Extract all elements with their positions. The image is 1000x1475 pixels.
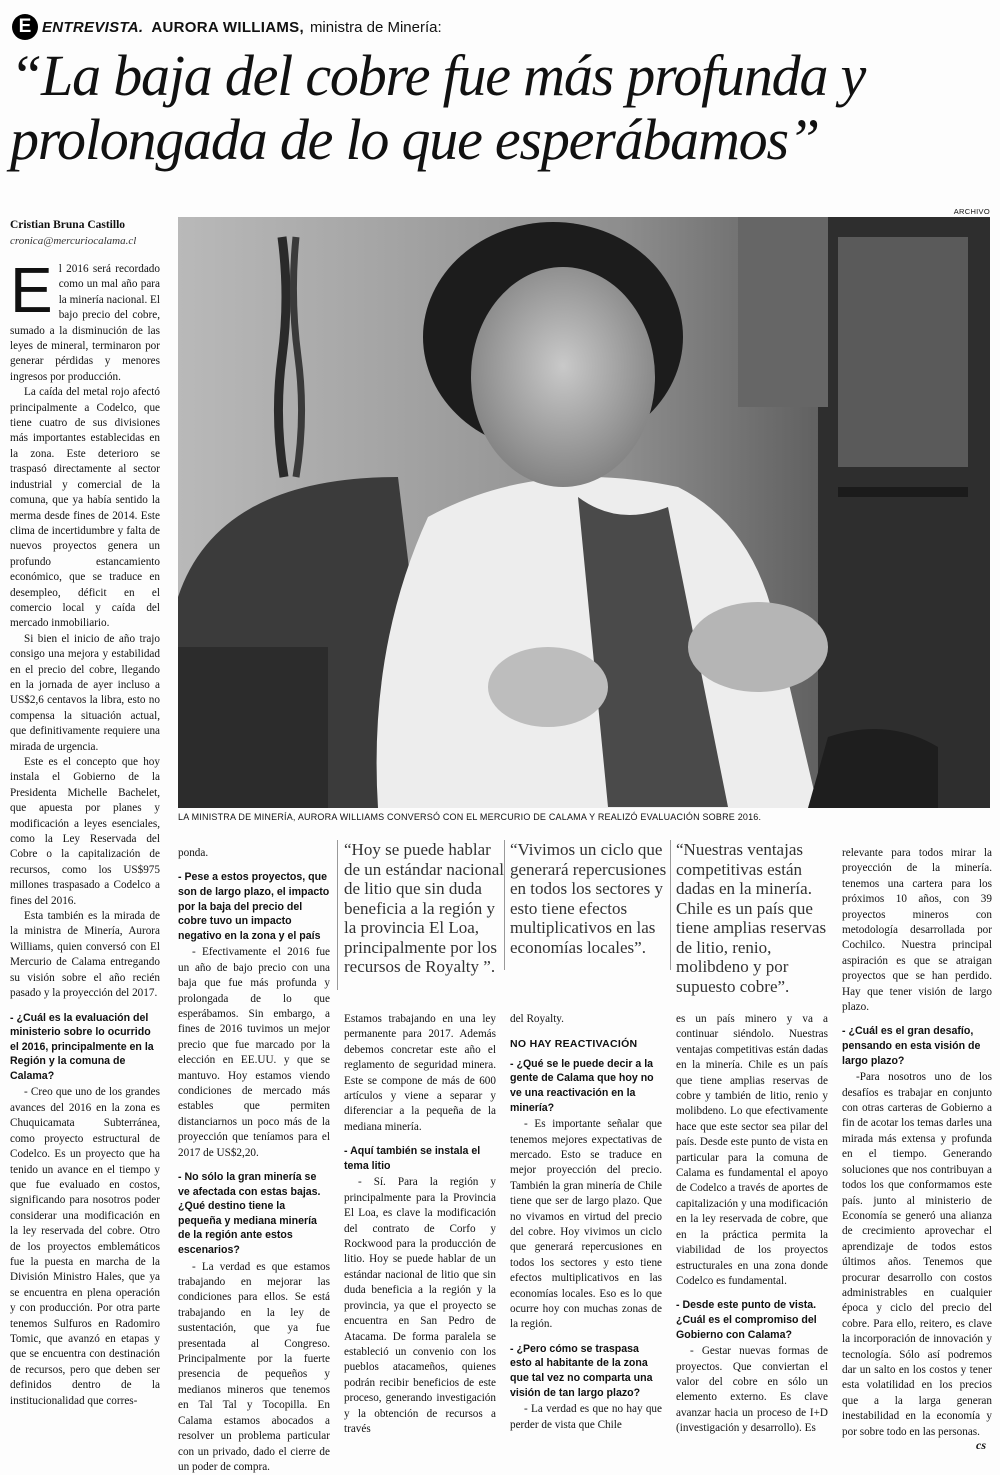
photo-credit: ARCHIVO [953, 207, 990, 216]
article-column-3 [344, 1012, 496, 1437]
column-divider [504, 840, 505, 970]
section-subheading: NO HAY REACTIVACIÓN [510, 1038, 638, 1051]
end-mark: cs [976, 1438, 986, 1452]
byline-author: Cristian Bruna Castillo [10, 219, 126, 231]
paragraph: del Royalty. [510, 1013, 564, 1025]
paragraph: - La verdad es que estamos trabajando en mejorar las condiciones para ellos. Se está trabajando en la ley de sustentación, que ya fue presentada al Congreso. Principalmente por la fuerte presencia de pequeños y medianos mineros que tenemos en Tal Tal y Tocopilla. En Calama estamos abocados a resolver un problema particular con un privado, dado el cierre de un poder de compra. [178, 1260, 330, 1473]
paragraph: Este es el concepto que hoy instala el Gobierno de la Presidenta Michelle Bachelet, que apuesta por planes y modificación a leyes esenciales, como la Ley Reservada del Cobre o la capitalización de recursos, como los US$975 millones traspasado a Codelco a fines del 2016. [10, 756, 160, 907]
pull-quote-3: “Nuestras ventajas competitivas están dadas en la minería. Chile es un país que tiene amplias reservas de litio, renio, molibdeno y por supuesto cobre”. [676, 840, 827, 996]
interview-question: - ¿Cuál es la evaluación del ministerio sobre lo ocurrido el 2016, principalmente en la Región y la comuna de Calama? [10, 1011, 154, 1082]
interviewee-role: ministra de Minería: [309, 18, 442, 36]
photo-caption: LA MINISTRA DE MINERÍA, AURORA WILLIAMS CONVERSÓ CON EL MERCURIO DE CALAMA Y REALIZÓ EVALUACIÓN SOBRE 2016. [178, 812, 762, 822]
paragraph: Esta también es la mirada de la ministra de Minería, Aurora Williams, quien conversó con El Mercurio de Calama entregando su visión sobre el año recién pasado y la proyección del 2017. [10, 910, 160, 1000]
pull-quote-2: “Vivimos un ciclo que generará repercusiones en todos los sectores y esto tiene efectos multiplicativos en las economías locales”. [510, 840, 667, 957]
paragraph: - Creo que uno de los grandes avances del 2016 en la zona es Chuquicamata Subterránea, como proyecto estructural de Codelco. Es un proyecto que ha tenido un avance en el tiempo y que fue evaluado en costos, significando para nosotros poder considerar una modificación en la ley reservada del cobre. Otro de los proyectos emblemáticos fue la puesta en marcha de la División Ministro Hales, que ya se encuentra en plena operación y con producción. Por otra parte tenemos Sulfuros en Radomiro Tomic, que avanzó en etapas y que se encuentra con destinación de recursos, pero que deben ser definidos dentro de la institucionalidad que corres- [10, 1086, 160, 1407]
article-column-2 [178, 846, 330, 1475]
paragraph: ponda. [178, 847, 209, 859]
article-column-6 [842, 846, 992, 1440]
interviewee-name: AURORA WILLIAMS, [151, 18, 304, 36]
interview-question: - No sólo la gran minería se ve afectada con estas bajas. ¿Qué destino tiene la pequeña y mediana minería de la región ante estos escenarios? [178, 1171, 321, 1257]
paragraph: - Es importante señalar que tenemos mejores expectativas de mercado. Esto se traduce en mejor proyección del precio. También la gran minería de Chile tiene que ser de largo plazo. Que no vivamos en virtud del precio del cobre. Hoy vivimos un ciclo que generará repercusiones en todos los sectores y esto tiene efectos multiplicativos en las economías locales. Eso es lo que ocurre hoy con muchas zonas de la región. [510, 1118, 662, 1331]
paragraph: La caída del metal rojo afectó principalmente a Codelco, que tiene cuatro de sus divisiones más importantes establecidas en la zona. Este deterioro se traspasó directamente al sector industrial y comercial de la comuna, que ya había sentido la merma desde fines de 2014. Este clima de incertidumbre y falta de nuevos proyectos genera un profundo estancamiento económico, que se traduce en desempleo, déficit en el comercio local y caída del mercado inmobiliario. [10, 386, 160, 630]
paragraph: -Para nosotros uno de los desafíos es trabajar en conjunto con otras carteras de Gobierno a fin de acotar los temas darles una mirada más extensa y profunda en el tiempo. Generando soluciones que nos contribuyan a todos los que conformamos este país. junto al ministerio de Economía se generó una alianza de crecimiento aprovechar el aprendizaje de todos estos últimos años. Tenemos que procurar desarrollo con costos administrables en cualquier época y ciclo del precio del cobre. Para ello, reitero, es clave la incorporación de innovación y tecnología. Sólo así podremos dar un salto en los costos y tener esta volatilidad en los precios que a la larga generan inestabilidad en la economía y por sobre todo en las personas. [842, 1071, 992, 1438]
drop-cap: E [10, 254, 53, 326]
section-label: ENTREVISTA. [42, 18, 144, 36]
paragraph: - La verdad es que no hay que perder de vista que Chile [510, 1403, 662, 1431]
pull-quote-1: “Hoy se puede hablar de un estándar nacional de litio que sin duda beneficia a la región y la provincia El Loa, principalmente por los recursos de Royalty ”. [344, 840, 505, 976]
paragraph: - Efectivamente el 2016 fue un año de bajo precio con una baja que fue más profunda y prolongada de lo que esperábamos. Sin embargo, a fines de 2016 tuvimos un mejor precio que fue marcado por la elección en EE.UU. y que se mantuvo. Hoy estamos viendo condiciones de mercado más estables que permiten distanciarnos un poco más de la proyección que teníamos para el 2017 de US$2,20. [178, 946, 330, 1159]
paragraph: l 2016 será recordado como un mal año para la minería nacional. El bajo precio del cobre, sumado a la disminución de las leyes de mineral, terminaron por generar pérdidas y menores ingresos por producción. [10, 263, 160, 383]
kicker [12, 12, 442, 42]
interview-question: - ¿Pero cómo se traspasa esto al habitante de la zona que tal vez no comparta una visión de tan largo plazo? [510, 1342, 653, 1399]
paragraph: Si bien el inicio de año trajo consigo una mejora y estabilidad en el precio del cobre, llegando en la jornada de ayer incluso a US$2,6 centavos la libra, esto no compensa la situación actual, que definitivamente requiere una mirada de urgencia. [10, 632, 160, 753]
column-divider [670, 840, 671, 970]
headline: “La baja del cobre fue más profunda y prolongada de lo que esperábamos” [10, 43, 866, 172]
section-badge: E [12, 14, 38, 40]
paragraph: - Gestar nuevas formas de proyectos. Que conviertan el valor del cobre en sólo un elemento externo. Es clave avanzar hacia un proceso de I+D (investigación y desarrollo). Es [676, 1345, 828, 1435]
interview-question: - ¿Cuál es el gran desafío, pensando en esta visión de largo plazo? [842, 1025, 981, 1067]
interview-question: - Aquí también se instala el tema litio [344, 1145, 481, 1172]
paragraph: Estamos trabajando en una ley permanente para 2017. Además debemos concretar este año el reglamento de seguridad minera. Este se compone de más de 600 artículos y viene a separar y diferenciar a la pequeña de la mediana minería. [344, 1013, 496, 1133]
article-column-4 [510, 1012, 662, 1433]
interview-question: - Desde este punto de vista. ¿Cuál es el compromiso del Gobierno con Calama? [676, 1299, 817, 1341]
article-column-5 [676, 1012, 828, 1437]
photo-illustration [178, 217, 990, 808]
article-column-1 [10, 254, 160, 1409]
byline-email: cronica@mercuriocalama.cl [10, 235, 137, 247]
column-divider [337, 840, 338, 990]
interview-question: - Pese a estos proyectos, que son de largo plazo, el impacto por la baja del precio del cobre tuvo un impacto negativo en la zona y el país [178, 871, 330, 942]
paragraph: - Sí. Para la región y principalmente para la Provincia El Loa, es clave la modificación del contrato de Corfo y Rockwood para la producción de litio. Hoy se puede hablar de un estándar nacional de litio que sin duda beneficia a la región y la provincia, ya que el proyecto se encuentra en San Pedro de Atacama. De forma paralela se estableció un convenio con los pueblos atacameños, quienes podrán recibir beneficios de este proceso, generando investigación y la obtención de recursos a través [344, 1176, 496, 1435]
interview-question: - ¿Qué se le puede decir a la gente de Calama que hoy no ve una reactivación en la minería? [510, 1057, 654, 1114]
paragraph: relevante para todos mirar la proyección de la minería. tenemos una cartera para los próximos 10 años, con 39 proyectos mineros con metodología desarrollada por Cochilco. Nuestra principal aspiración es que se atraigan proyectos que se han perdido. Hay que tener visión de largo plazo. [842, 847, 992, 1014]
interview-photo [178, 217, 990, 808]
paragraph: es un país minero y va a continuar siéndolo. Nuestras ventajas competitivas están dadas en la minería. Chile es un país que tiene amplias reservas de cobre y también de litio, renio y molibdeno. Lo que efectivamente hace que este sector sea pilar del país. Desde este punto de vista en particular para la comuna de Calama es fundamental el apoyo de Codelco a través de aportes de capitalización y una modificación en la ley reservada de cobre, que en la práctica permita la viabilidad de los proyectos estructurales en una zona donde Codelco es fundamental. [676, 1013, 828, 1287]
